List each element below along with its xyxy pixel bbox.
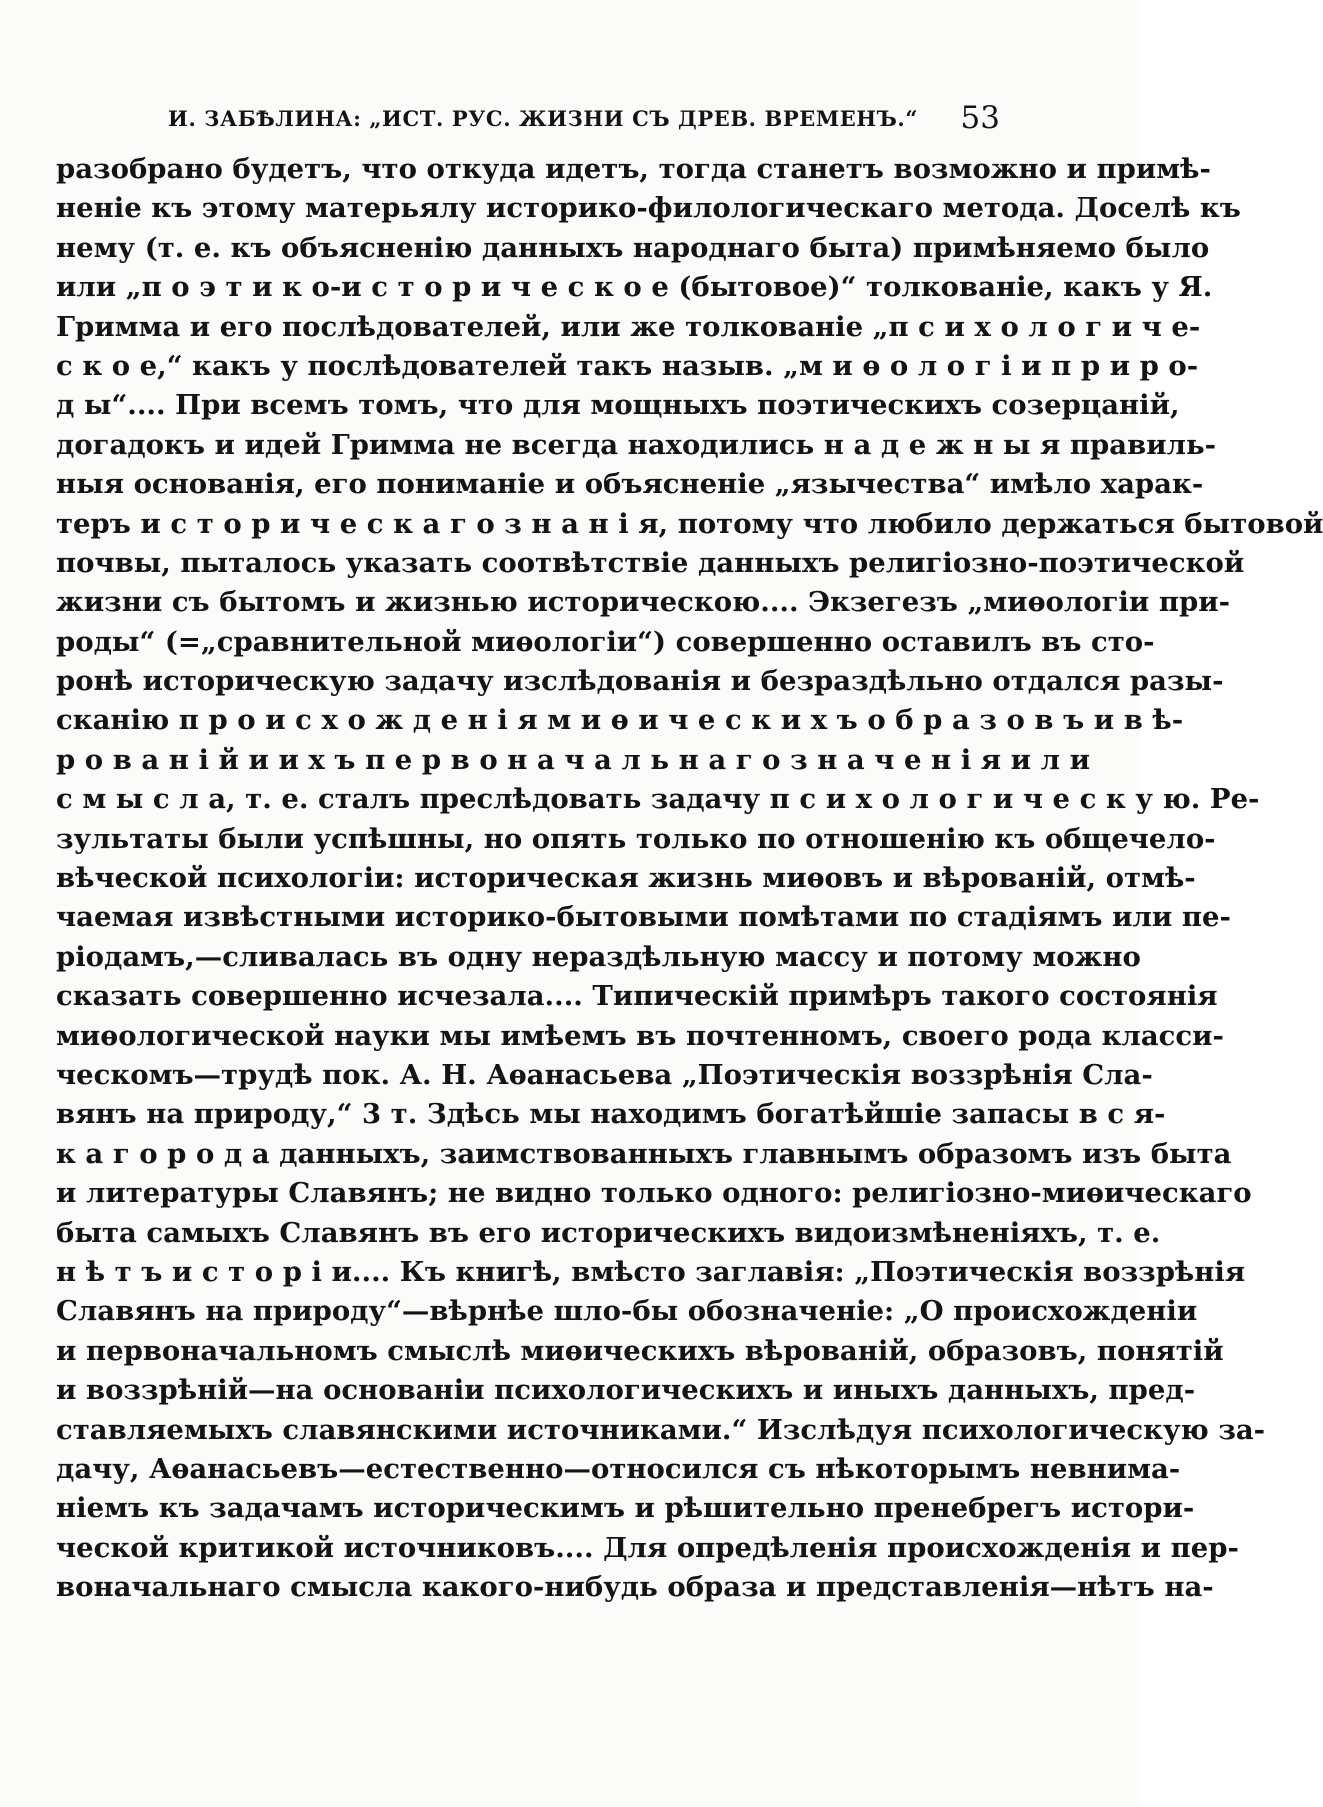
text-line: ныя основанія, его пониманіе и объясненіе „язычества“ имѣло харак- [56,468,1204,501]
text-line: ніемъ къ задачамъ историческимъ и рѣшительно пренебрегъ истори- [56,1492,1195,1525]
text-line: Гримма и его послѣдователей, или же толкованіе „п с и х о л о г и ч е- [56,310,1201,343]
text-line: вѣческой психологіи: историческая жизнь миѳовъ и вѣрованій, отмѣ- [56,862,1196,895]
text-line: ріодамъ,—сливалась въ одну нераздѣльную массу и потому можно [56,940,1141,973]
text-line: догадокъ и идей Гримма не всегда находились н а д е ж н ы я правиль- [56,428,1217,461]
text-line: быта самыхъ Славянъ въ его историческихъ видоизмѣненіяхъ, т. е. [56,1216,1161,1249]
text-line: чаемая извѣстными историко-бытовыми помѣтами по стадіямъ или пе- [56,901,1231,934]
text-line: н ѣ т ъ и с т о р і и.... Къ книгѣ, вмѣсто заглавія: „Поэтическія воззрѣнія [56,1255,1246,1288]
text-line: вянъ на природу,“ 3 т. Здѣсь мы находимъ богатѣйшіе запасы в с я- [56,1098,1166,1131]
text-line: нему (т. е. къ объясненію данныхъ народнаго быта) примѣняемо было [56,231,1210,264]
text-line: воначальнаго смысла какого-нибудь образа и представленія—нѣтъ на- [56,1571,1214,1604]
text-line: д ы“.... При всемъ томъ, что для мощныхъ поэтическихъ созерцаній, [56,389,1180,422]
text-line: сказать совершенно исчезала.... Типическій примѣръ такого состоянія [56,980,1218,1013]
text-line: р о в а н і й и и х ъ п е р в о н а ч а л ь н а г о з н а ч е н і я и л и [56,743,1091,776]
text-line: ставляемыхъ славянскими источниками.“ Изслѣдуя психологическую за- [56,1413,1266,1446]
text-line: неніе къ этому матерьялу историко-филологическаго метода. Доселѣ къ [56,192,1241,225]
text-line: и воззрѣній—на основаніи психологическихъ и иныхъ данныхъ, пред- [56,1374,1196,1407]
text-line: миѳологической науки мы имѣемъ въ почтенномъ, своего рода класси- [56,1019,1224,1052]
text-line: зультаты были успѣшны, но опять только по отношенію къ общечело- [56,822,1216,855]
text-line: дачу, Аѳанасьевъ—естественно—относился съ нѣкоторымъ невнима- [56,1452,1181,1485]
text-line: к а г о р о д а данныхъ, заимствованныхъ главнымъ образомъ изъ быта [56,1137,1232,1170]
text-line: почвы, пыталось указать соотвѣтствіе данныхъ религіозно-поэтической [56,546,1245,579]
text-line: ронѣ историческую задачу изслѣдованія и безраздѣльно отдался разы- [56,665,1224,698]
text-line: с м ы с л а, т. е. сталъ преслѣдовать задачу п с и х о л о г и ч е с к у ю. Ре- [56,783,1260,816]
text-line: Славянъ на природу“—вѣрнѣе шло-бы обозначеніе: „О происхожденіи [56,1295,1198,1328]
text-line: и литературы Славянъ; не видно только одного: религіозно-миѳическаго [56,1177,1252,1210]
text-line: ческомъ—трудѣ пок. А. Н. Аѳанасьева „Поэтическія воззрѣнія Сла- [56,1058,1153,1091]
page-number: 53 [960,100,1000,136]
text-line: жизни съ бытомъ и жизнью историческою.... Экзегезъ „миѳологіи при- [56,586,1231,619]
text-line: роды“ (=„сравнительной миѳологіи“) совершенно оставилъ въ сто- [56,625,1155,658]
text-line: разобрано будетъ, что откуда идетъ, тогда станетъ возможно и примѣ- [56,153,1211,185]
text-line: ческой критикой источниковъ.... Для опредѣленія происхожденія и пер- [56,1531,1239,1564]
text-line: с к о е,“ какъ у послѣдователей такъ назыв. „м и ѳ о л о г і и п р и р о- [56,349,1199,382]
running-title: И. ЗАБѢЛИНА: „ИСТ. РУС. ЖИЗНИ СЪ ДРЕВ. ВРЕМЕНЪ.“ [168,106,919,131]
text-line: теръ и с т о р и ч е с к а г о з н а н і я, потому что любило держаться бытовой [56,507,1323,540]
body-text [56,150,1323,1607]
text-line: сканію п р о и с х о ж д е н і я м и ѳ и ч е с к и х ъ о б р а з о в ъ и в ѣ- [56,704,1184,737]
page-header [168,100,1000,140]
text-line: или „п о э т и к о-и с т о р и ч е с к о е (бытовое)“ толкованіе, какъ у Я. [56,271,1213,304]
text-line: и первоначальномъ смыслѣ миѳическихъ вѣрованій, образовъ, понятій [56,1334,1224,1367]
